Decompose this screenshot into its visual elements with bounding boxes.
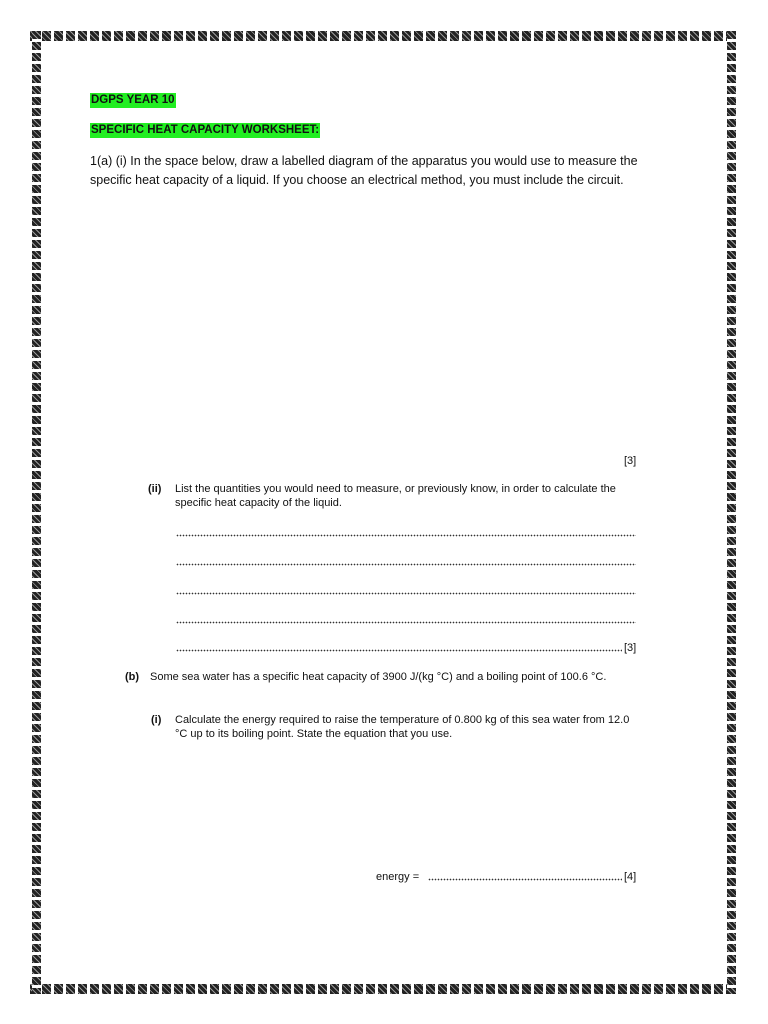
answer-line-3[interactable] [176, 584, 636, 596]
page-border-right [727, 31, 736, 994]
page-border-bottom [30, 984, 738, 994]
question-1a-ii-label: (ii) [148, 483, 162, 495]
worksheet-title: SPECIFIC HEAT CAPACITY WORKSHEET: [91, 124, 320, 136]
answer-line-2[interactable] [176, 555, 636, 567]
question-1b-label: (b) [125, 671, 140, 683]
question-1b-i-label: (i) [151, 714, 162, 726]
answer-line-5[interactable] [176, 641, 622, 653]
question-1b-text: Some sea water has a specific heat capacity of 3900 J/(kg °C) and a boiling point of 100.6 °C. [150, 671, 607, 683]
question-1a-i-text: 1(a) (i) In the space below, draw a labelled diagram of the apparatus you would use to measure the specific heat capacity of a liquid. If you choose an electrical method, you must include the circuit. [90, 154, 638, 187]
answer-line-4[interactable] [176, 613, 636, 625]
school-year-heading: DGPS YEAR 10 [91, 94, 175, 106]
question-1b-i-text: Calculate the energy required to raise the temperature of 0.800 kg of this sea water from 12.0 °C up to its boiling point. State the equation that you use. [175, 714, 630, 740]
question-1b-i-marks: [4] [624, 871, 637, 883]
page-border-left [32, 31, 41, 994]
question-1a-ii-marks: [3] [624, 642, 637, 654]
page-border-top [30, 31, 738, 41]
question-1a-i-marks: [3] [624, 455, 637, 467]
answer-line-1[interactable] [176, 526, 636, 538]
energy-answer-label: energy = [376, 871, 420, 883]
question-1a-ii-text: List the quantities you would need to measure, or previously know, in order to calculate the specific heat capacity of the liquid. [175, 483, 616, 509]
energy-answer-line[interactable] [428, 870, 622, 882]
